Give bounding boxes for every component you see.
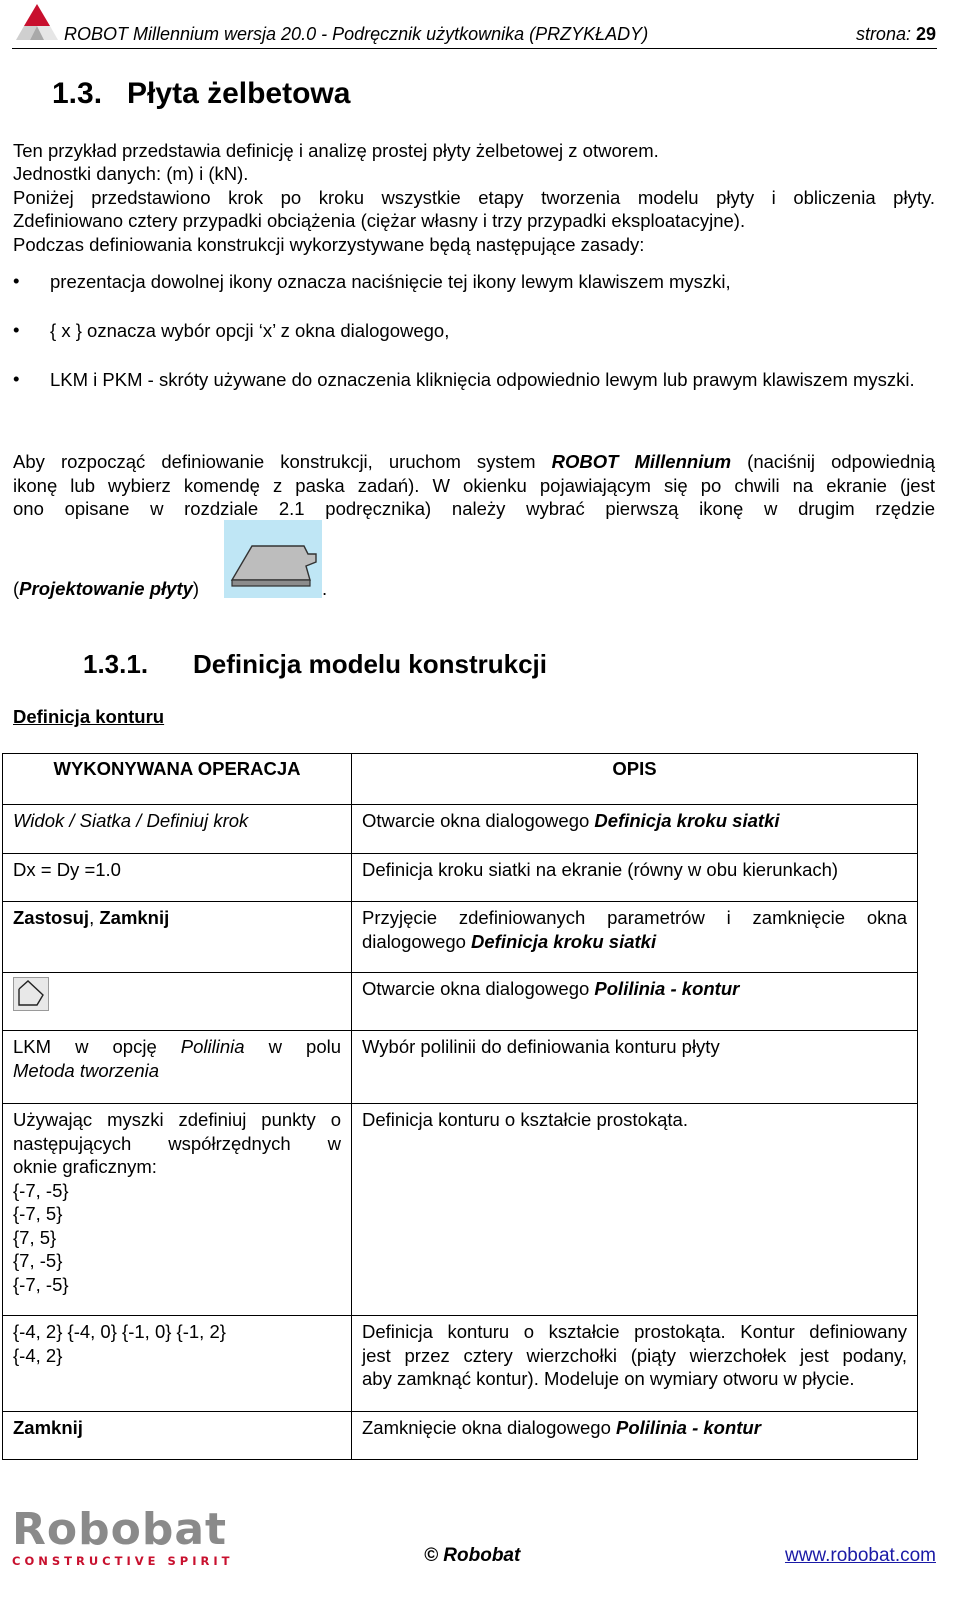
operation-cell: Zamknij	[3, 1412, 352, 1460]
table-header-row	[3, 754, 918, 805]
operation-cell: Widok / Siatka / Definiuj krok	[3, 805, 352, 854]
start-paragraph-line1: Aby rozpocząć definiowanie konstrukcji, uruchom system ROBOT Millennium (naciśnij odpowiednią	[13, 451, 935, 472]
intro-paragraph: Ten przykład przedstawia definicję i analizę prostej płyty żelbetowej z otworem.	[13, 140, 659, 161]
operation-cell: Dx = Dy =1.0	[3, 854, 352, 902]
robot-logo-icon	[12, 2, 62, 42]
operation-cell: {-4, 2} {-4, 0} {-1, 0} {-1, 2} {-4, 2}	[3, 1316, 352, 1412]
bullet-item: LKM i PKM - skróty używane do oznaczenia kliknięcia odpowiednio lewym lub prawym klawiszem myszki.	[50, 369, 915, 390]
table-row	[3, 1316, 918, 1412]
operation-cell: Używając myszki zdefiniuj punkty o następujących współrzędnych w oknie graficznym: {-7, -5} {-7, 5} {7, 5} {7, -5} {-7, -5}	[3, 1104, 352, 1316]
point-coordinate: {-7, 5}	[13, 1203, 63, 1224]
table-row	[3, 973, 918, 1031]
operation-cell	[3, 973, 352, 1031]
load-cases-line: Zdefiniowano cztery przypadki obciążenia (ciężar własny i trzy przypadki eksploatacyjne).	[13, 210, 746, 231]
units-line: Jednostki danych: (m) i (kN).	[13, 163, 249, 184]
column-header-description: OPIS	[352, 754, 918, 805]
table-row	[3, 1031, 918, 1104]
description-cell: Definicja kroku siatki na ekranie (równy w obu kierunkach)	[352, 854, 918, 902]
footer-website-link[interactable]: www.robobat.com	[784, 1545, 936, 1566]
header-title: ROBOT Millennium wersja 20.0 - Podręcznik użytkownika (PRZYKŁADY)	[64, 24, 649, 44]
column-header-operation: WYKONYWANA OPERACJA	[3, 754, 352, 805]
plate-design-icon[interactable]	[224, 520, 322, 598]
bullet-item: prezentacja dowolnej ikony oznacza naciśnięcie tej ikony lewym klawiszem myszki,	[50, 271, 731, 292]
operation-cell: Zastosuj, Zamknij	[3, 902, 352, 973]
rules-intro-line: Podczas definiowania konstrukcji wykorzystywane będą następujące zasady:	[13, 234, 645, 255]
table-row	[3, 1412, 918, 1460]
bullet-item: { x } oznacza wybór opcji ‘x’ z okna dialogowego,	[50, 320, 450, 341]
table-row	[3, 854, 918, 902]
contour-definition-heading: Definicja konturu	[13, 706, 165, 727]
description-cell: Definicja konturu o kształcie prostokąta. Kontur definiowany jest przez cztery wierzchołki (piąty wierzchołek jest podany, aby zamknąć kontur). Modeluje on wymiary otworu w płycie.	[352, 1316, 918, 1412]
trailing-period: .	[322, 578, 328, 599]
robobat-logo: Robobat CONSTRUCTIVE SPIRIT	[12, 1504, 234, 1568]
bullet-dot: •	[13, 319, 20, 340]
bullet-dot: •	[13, 368, 20, 389]
description-cell: Zamknięcie okna dialogowego Polilinia - kontur	[352, 1412, 918, 1460]
table-row	[3, 902, 918, 973]
operation-cell: LKM w opcję Polilinia w polu Metoda tworzenia	[3, 1031, 352, 1104]
description-cell: Definicja konturu o kształcie prostokąta.	[352, 1104, 918, 1316]
intro-steps-line: Poniżej przedstawiono krok po kroku wszystkie etapy tworzenia modelu płyty i obliczenia płyty.	[13, 187, 935, 208]
polyline-contour-icon[interactable]	[13, 977, 49, 1011]
start-paragraph-line3: ono opisane w rozdziale 2.1 podręcznika) należy wybrać pierwszą ikonę w drugim rzędzie	[13, 498, 935, 519]
footer-copyright: © Robobat	[424, 1545, 521, 1566]
page-number: strona: 29	[855, 24, 936, 44]
header-divider	[12, 48, 937, 49]
section-title: 1.3. Płyta żelbetowa	[52, 77, 351, 110]
point-coordinate: {-7, -5}	[13, 1273, 69, 1295]
subsection-title: 1.3.1. Definicja modelu konstrukcji	[83, 649, 547, 679]
point-coordinate: {7, 5}	[13, 1226, 57, 1248]
table-row	[3, 1104, 918, 1316]
bullet-dot: •	[13, 270, 20, 291]
start-paragraph-line2: ikonę lub wybierz komendę z paska zadań). W okienku pojawiającym się po chwili na ekranie (jest	[13, 475, 935, 496]
table-row	[3, 805, 918, 854]
description-cell: Przyjęcie zdefiniowanych parametrów i zamknięcie okna dialogowego Definicja kroku siatki	[352, 902, 918, 973]
point-coordinate: {-7, -5}	[13, 1179, 69, 1201]
plate-design-label: (Projektowanie płyty)	[13, 578, 200, 599]
description-cell: Wybór polilinii do definiowania konturu płyty	[352, 1031, 918, 1104]
description-cell: Otwarcie okna dialogowego Polilinia - kontur	[352, 973, 918, 1031]
point-coordinate: {7, -5}	[13, 1250, 63, 1271]
description-cell: Otwarcie okna dialogowego Definicja kroku siatki	[352, 805, 918, 854]
operations-table	[2, 753, 918, 1460]
